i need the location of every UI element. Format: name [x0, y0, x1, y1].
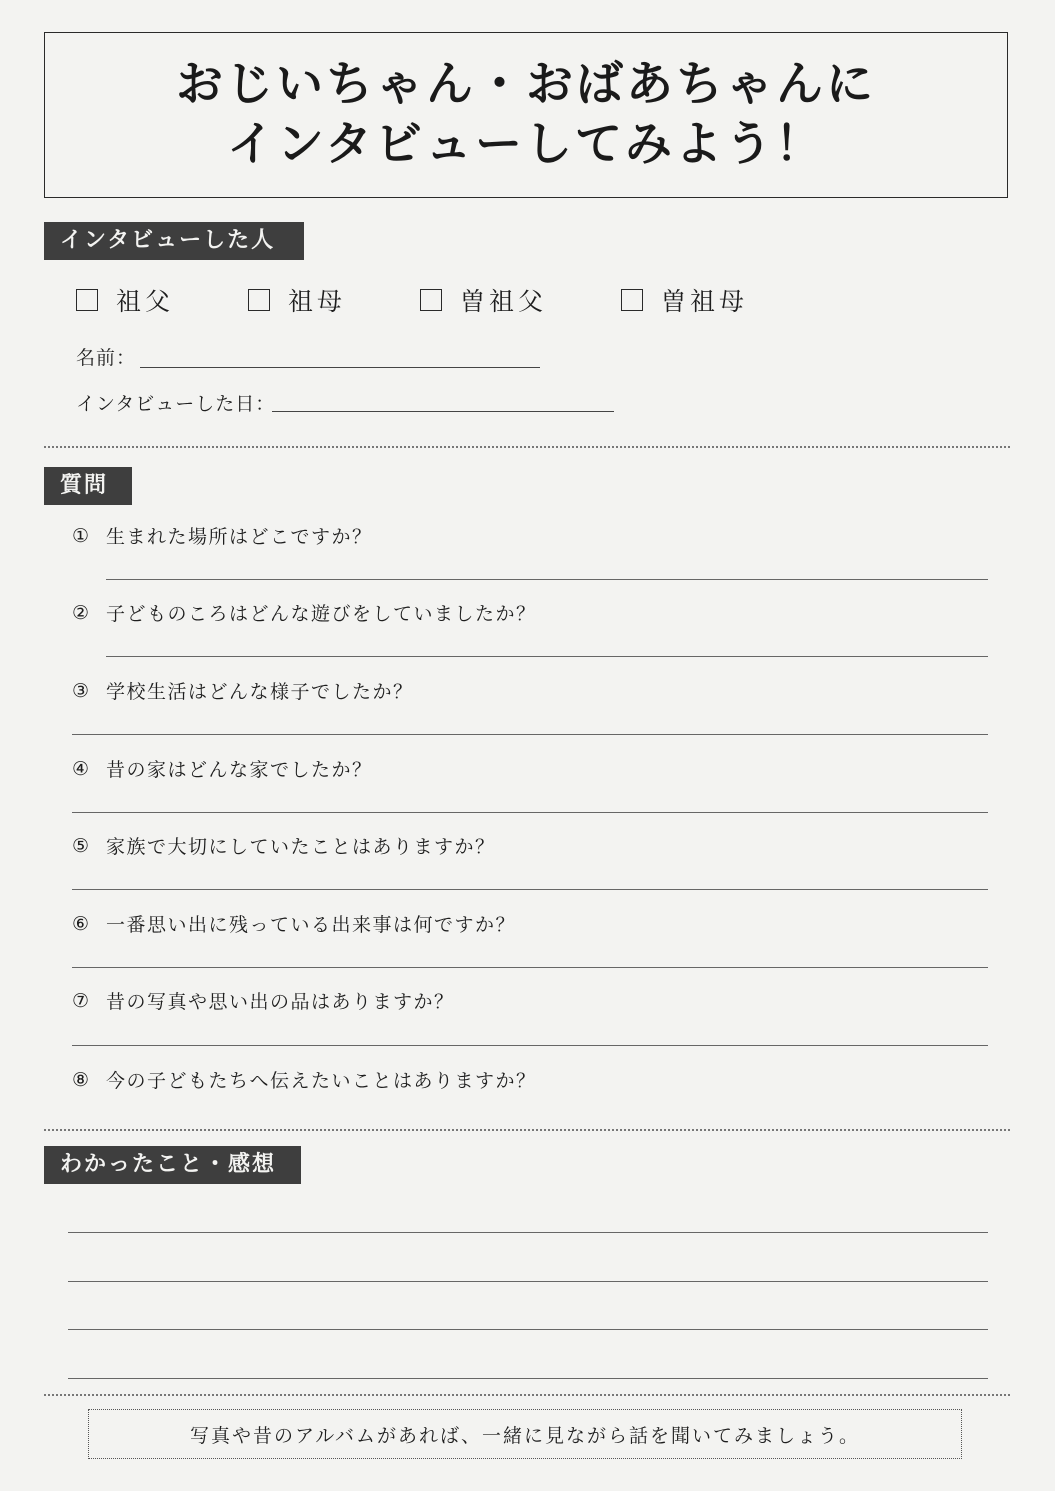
- date-field-label: インタビューした日：: [76, 393, 276, 415]
- name-field-label: 名前：: [76, 347, 137, 369]
- answer-line[interactable]: [72, 812, 988, 813]
- section-divider: [44, 1394, 1010, 1396]
- question-text: 学校生活はどんな様子でしたか？: [106, 681, 414, 703]
- question-number: ⑧: [72, 1068, 91, 1091]
- section-divider: [44, 446, 1010, 448]
- question-number: ⑥: [72, 912, 91, 935]
- question-text: 昔の写真や思い出の品はありますか？: [106, 991, 455, 1013]
- checkbox-great-grandmother[interactable]: [621, 289, 643, 311]
- answer-line[interactable]: [72, 889, 988, 890]
- option-great-grandfather-label: 曽祖父: [460, 287, 548, 316]
- question-item: [72, 1066, 537, 1093]
- footer-note: 写真や昔のアルバムがあれば、一緒に見ながら話を聞いてみましょう。: [190, 1424, 860, 1447]
- question-text: 今の子どもたちへ伝えたいことはありますか？: [106, 1070, 537, 1092]
- worksheet-title-line-2: インタビューしてみよう！: [226, 117, 826, 172]
- question-number: ③: [72, 679, 91, 702]
- question-number: ②: [72, 601, 91, 624]
- question-text: 家族で大切にしていたことはありますか？: [106, 836, 496, 858]
- impressions-line[interactable]: [68, 1329, 988, 1330]
- impressions-line[interactable]: [68, 1232, 988, 1233]
- question-item: [72, 677, 414, 704]
- option-great-grandmother[interactable]: [621, 282, 748, 318]
- answer-line[interactable]: [106, 656, 988, 657]
- option-grandfather-label: 祖父: [116, 287, 175, 316]
- option-grandmother[interactable]: [248, 282, 346, 318]
- option-grandfather[interactable]: [76, 282, 174, 318]
- question-item: [72, 987, 455, 1014]
- question-number: ⑤: [72, 834, 91, 857]
- section-divider: [44, 1129, 1010, 1131]
- impressions-line[interactable]: [68, 1281, 988, 1282]
- footer-note-box: [88, 1409, 962, 1459]
- answer-line[interactable]: [106, 579, 988, 580]
- question-text: 子どものころはどんな遊びをしていましたか？: [106, 603, 537, 625]
- question-number: ①: [72, 524, 91, 547]
- impressions-section-label: わかったこと・感想: [44, 1146, 301, 1184]
- question-item: [72, 910, 516, 937]
- worksheet-title-line-1: おじいちゃん・おばあちゃんに: [176, 57, 876, 112]
- questions-section-label: 質問: [44, 467, 132, 505]
- question-item: [72, 522, 373, 549]
- interviewee-section-label: インタビューした人: [44, 222, 304, 260]
- impressions-line[interactable]: [68, 1378, 988, 1379]
- question-item: [72, 599, 537, 626]
- checkbox-grandfather[interactable]: [76, 289, 98, 311]
- option-great-grandfather[interactable]: [420, 282, 547, 318]
- question-item: [72, 755, 373, 782]
- checkbox-grandmother[interactable]: [248, 289, 270, 311]
- date-field[interactable]: [272, 411, 614, 412]
- answer-line[interactable]: [72, 734, 988, 735]
- checkbox-great-grandfather[interactable]: [420, 289, 442, 311]
- answer-line[interactable]: [72, 1045, 988, 1046]
- question-number: ⑦: [72, 989, 91, 1012]
- name-field[interactable]: [140, 367, 540, 368]
- question-text: 一番思い出に残っている出来事は何ですか？: [106, 914, 517, 936]
- option-great-grandmother-label: 曽祖母: [661, 287, 749, 316]
- question-number: ④: [72, 757, 91, 780]
- answer-line[interactable]: [72, 967, 988, 968]
- question-text: 昔の家はどんな家でしたか？: [106, 759, 373, 781]
- worksheet-title-box: [44, 32, 1008, 198]
- option-grandmother-label: 祖母: [288, 287, 347, 316]
- question-text: 生まれた場所はどこですか？: [106, 526, 373, 548]
- question-item: [72, 832, 496, 859]
